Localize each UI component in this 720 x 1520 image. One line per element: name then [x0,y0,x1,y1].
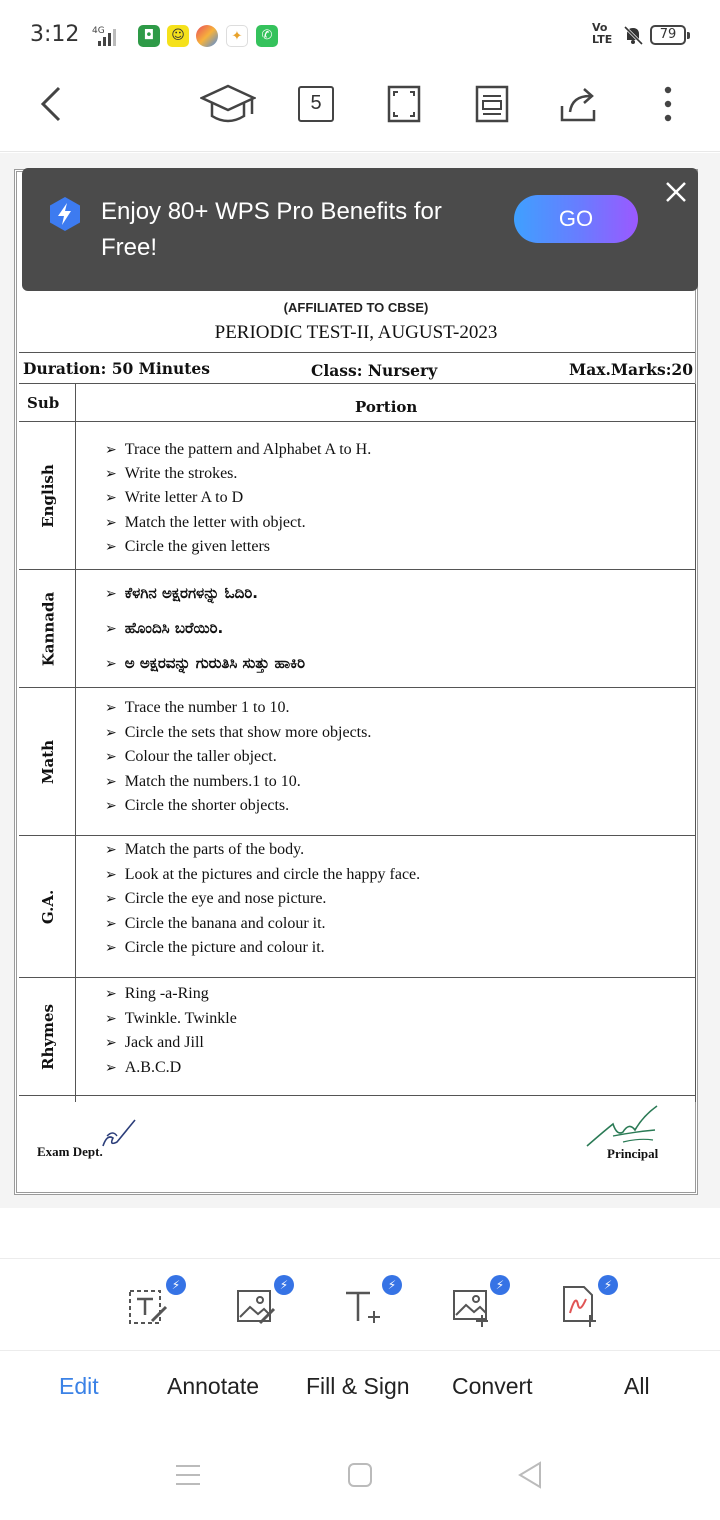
duration-text: Duration: 50 Minutes [23,359,210,378]
tab-annotate[interactable]: Annotate [167,1373,260,1399]
volte-indicator: Vo LTE [592,21,613,46]
fullscreen-icon [386,84,422,124]
pdf-add-icon [554,1279,604,1329]
list-item: ➢ Circle the banana and colour it. [105,912,420,937]
list-item: ➢ ಹೊಂದಿಸಿ ಬರೆಯಿರಿ. [105,611,305,646]
subject-label: English [39,464,58,528]
subject-cell [19,688,77,836]
edit-text-tool[interactable] [122,1278,181,1335]
photos-icon: ✦ [226,25,248,47]
back-button[interactable] [22,80,82,128]
battery-indicator: 79 [650,25,686,45]
info-row [19,352,695,384]
go-button[interactable]: GO [514,195,638,243]
document-viewer[interactable] [0,153,720,1208]
table-row [19,570,695,688]
max-marks-text: Max.Marks:20 [569,360,693,379]
list-item: ➢ Trace the number 1 to 10. [105,696,371,721]
list-item: ➢ ಅ ಅಕ್ಷರವನ್ನು ಗುರುತಿಸಿ ಸುತ್ತು ಹಾಕಿರಿ [105,646,305,681]
share-icon [558,84,602,124]
document-view-icon [474,84,510,124]
portion-list [105,982,237,1080]
menu-icon[interactable] [174,1462,202,1488]
more-options-button[interactable] [638,80,698,128]
pro-bolt-icon: ⚡ [274,1275,294,1295]
promo-text: Enjoy 80+ WPS Pro Benefits for Free! [101,198,442,261]
whatsapp-icon: ✆ [256,25,278,47]
list-item: ➢ Circle the sets that show more objects. [105,721,371,746]
list-item: ➢ Write the strokes. [105,462,371,487]
status-bar [0,0,720,72]
list-item: ➢ Write letter A to D [105,486,371,511]
study-mode-button[interactable] [198,80,258,128]
reading-mode-button[interactable] [462,80,522,128]
network-label: 4G [92,26,105,36]
portion-column-header: Portion [355,398,418,416]
tab-fill-sign[interactable]: Fill & Sign [306,1373,410,1399]
subject-cell [19,836,77,978]
back-triangle-icon[interactable] [516,1460,544,1490]
list-item: ➢ Jack and Jill [105,1031,237,1056]
pro-bolt-icon: ⚡ [382,1275,402,1295]
edit-text-icon [122,1279,172,1329]
list-item: ➢ Circle the given letters [105,535,371,560]
subject-label: Kannada [39,591,57,667]
exam-dept-label: Exam Dept. [37,1144,103,1159]
pdf-add-tool[interactable] [554,1278,613,1335]
list-item: ➢ Colour the taller object. [105,745,371,770]
list-item: ➢ Ring -a-Ring [105,982,237,1007]
principal-label: Principal [607,1146,659,1161]
affiliation-text: (AFFILIATED TO CBSE) [283,300,429,315]
graduation-cap-icon [200,82,256,126]
subject-label: Rhymes [39,1004,58,1070]
edit-image-tool[interactable] [230,1278,289,1335]
add-text-icon [338,1279,388,1329]
system-nav-bar [0,1432,720,1520]
tool-strip [0,1258,720,1348]
snapchat-icon: ☺ [167,25,189,47]
portion-list [105,838,420,961]
add-image-tool[interactable] [446,1278,505,1335]
pro-bolt-icon: ⚡ [166,1275,186,1295]
portion-list [105,438,371,560]
principal-signature [583,1102,673,1152]
page-count-button[interactable] [286,80,346,128]
top-toolbar [0,72,720,152]
lightning-badge-icon [47,196,83,232]
status-time: 3:12 [30,22,80,47]
tab-convert[interactable]: Convert [452,1373,533,1399]
mute-bell-icon [622,24,644,46]
chevron-left-icon [37,84,67,124]
list-item: ➢ Match the letter with object. [105,511,371,536]
close-icon[interactable] [662,178,690,206]
subject-cell [19,422,77,570]
edit-image-icon [230,1279,280,1329]
portion-list [105,696,371,819]
portion-list [105,576,305,681]
test-title: PERIODIC TEST-II, AUGUST-2023 [214,322,498,343]
fullscreen-button[interactable] [374,80,434,128]
table-right-border [695,384,696,1102]
document-page [14,169,698,1195]
list-item: ➢ Match the parts of the body. [105,838,420,863]
exam-dept-signature [99,1116,139,1152]
tab-edit[interactable]: Edit [59,1373,99,1399]
table-row [19,836,695,978]
home-icon[interactable] [347,1462,373,1488]
subject-label: G.A. [38,889,57,925]
table-header [19,384,695,422]
more-vertical-icon [663,84,673,124]
add-text-tool[interactable] [338,1278,397,1335]
pro-bolt-icon: ⚡ [490,1275,510,1295]
pro-promo-banner[interactable] [22,168,698,291]
list-item: ➢ Match the numbers.1 to 10. [105,770,371,795]
app-notification-icon [196,25,218,47]
table-row [19,978,695,1096]
sub-column-header: Sub [27,394,60,412]
signal-icon [90,24,130,48]
list-item: ➢ Trace the pattern and Alphabet A to H. [105,438,371,463]
add-image-icon [446,1279,496,1329]
tab-all[interactable]: All [624,1373,650,1399]
list-item: ➢ Circle the shorter objects. [105,794,371,819]
list-item: ➢ ಕೆಳಗಿನ ಅಕ್ಷರಗಳನ್ನು ಓದಿರಿ. [105,576,305,611]
class-text: Class: Nursery [311,361,438,380]
page-number: 5 [298,86,334,122]
list-item: ➢ A.B.C.D [105,1056,237,1081]
list-item: ➢ Circle the picture and colour it. [105,936,420,961]
app-notification-icon: ◘ [138,25,160,47]
list-item: ➢ Twinkle. Twinkle [105,1007,237,1032]
table-row [19,688,695,836]
share-button[interactable] [550,80,610,128]
list-item: ➢ Look at the pictures and circle the happy face. [105,863,420,888]
bottom-tabs [0,1350,720,1430]
subject-label: Math [38,739,57,785]
subject-cell [19,978,77,1096]
pro-bolt-icon: ⚡ [598,1275,618,1295]
list-item: ➢ Circle the eye and nose picture. [105,887,420,912]
subject-cell [19,570,77,688]
table-row [19,422,695,570]
